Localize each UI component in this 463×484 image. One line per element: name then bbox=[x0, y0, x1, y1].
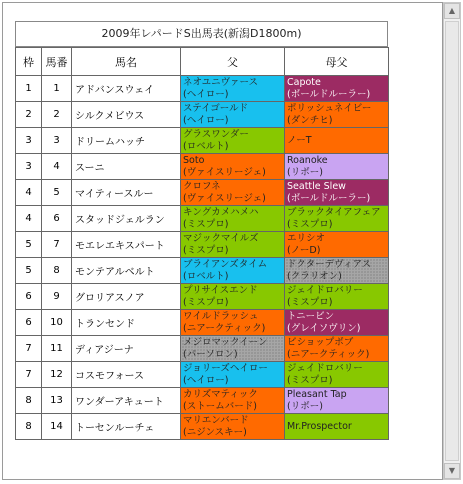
damsire-cell-line: (ニアークティック) bbox=[287, 348, 370, 360]
sire-cell-line: (ロベルト) bbox=[183, 140, 229, 152]
sire-cell bbox=[181, 284, 285, 310]
umaban-cell: 11 bbox=[42, 336, 72, 362]
table-row bbox=[16, 336, 389, 362]
header-sire: 父 bbox=[181, 48, 285, 76]
sire-cell-line: プリサイスエンド bbox=[183, 284, 258, 296]
horse-name-cell: モエレエキスパート bbox=[72, 232, 181, 258]
damsire-cell-line: (ミスプロ) bbox=[287, 218, 333, 230]
sire-cell bbox=[181, 102, 285, 128]
waku-cell: 6 bbox=[16, 310, 42, 336]
table-row bbox=[16, 102, 389, 128]
waku-cell: 7 bbox=[16, 362, 42, 388]
damsire-cell bbox=[285, 154, 389, 180]
table-row bbox=[16, 388, 389, 414]
table-row bbox=[16, 362, 389, 388]
horse-name-cell: ワンダーアキュート bbox=[72, 388, 181, 414]
waku-cell: 4 bbox=[16, 180, 42, 206]
damsire-cell-line: (ミスプロ) bbox=[287, 374, 333, 386]
damsire-cell bbox=[285, 336, 389, 362]
damsire-cell-line: ドクターデヴィアス bbox=[287, 258, 372, 270]
damsire-cell-line: (ボールドルーラー) bbox=[287, 88, 371, 100]
sire-cell bbox=[181, 414, 285, 440]
damsire-cell-line: (リボー) bbox=[287, 166, 323, 178]
entry-table bbox=[15, 47, 389, 440]
vertical-scrollbar[interactable] bbox=[443, 2, 461, 480]
table-title: 2009年レパードS出馬表(新潟D1800m) bbox=[15, 21, 388, 47]
umaban-cell: 8 bbox=[42, 258, 72, 284]
sire-cell-line: (ストームバード) bbox=[183, 400, 257, 412]
damsire-cell bbox=[285, 388, 389, 414]
damsire-cell-line: Seattle Slew bbox=[287, 180, 346, 192]
waku-cell: 3 bbox=[16, 128, 42, 154]
horse-name-cell: ディアジーナ bbox=[72, 336, 181, 362]
umaban-cell: 2 bbox=[42, 102, 72, 128]
sire-cell-line: マリエンバード bbox=[183, 414, 249, 426]
table-row bbox=[16, 180, 389, 206]
table-row bbox=[16, 76, 389, 102]
sire-cell bbox=[181, 154, 285, 180]
sire-cell-line: (ミスプロ) bbox=[183, 218, 229, 230]
damsire-cell-line: エリシオ bbox=[287, 232, 326, 244]
sire-cell bbox=[181, 336, 285, 362]
sire-cell-line: (ロベルト) bbox=[183, 270, 229, 282]
scrollbar-thumb[interactable] bbox=[445, 21, 459, 461]
sire-cell-line: (ヘイロー) bbox=[183, 374, 229, 386]
damsire-cell-line: (ミスプロ) bbox=[287, 296, 333, 308]
table-row bbox=[16, 232, 389, 258]
sire-cell-line: ステイゴールド bbox=[183, 102, 249, 114]
header-waku: 枠 bbox=[16, 48, 42, 76]
waku-cell: 8 bbox=[16, 414, 42, 440]
umaban-cell: 13 bbox=[42, 388, 72, 414]
sire-cell-line: (ニジンスキー) bbox=[183, 426, 247, 438]
horse-name-cell: アドバンスウェイ bbox=[72, 76, 181, 102]
header-horse-name: 馬名 bbox=[72, 48, 181, 76]
sire-cell bbox=[181, 388, 285, 414]
sire-cell-line: (ヘイロー) bbox=[183, 114, 229, 126]
table-row bbox=[16, 414, 389, 440]
table-row bbox=[16, 128, 389, 154]
umaban-cell: 14 bbox=[42, 414, 72, 440]
damsire-cell-line: (ボールドルーラー) bbox=[287, 192, 371, 204]
umaban-cell: 12 bbox=[42, 362, 72, 388]
horse-name-cell: トーセンルーチェ bbox=[72, 414, 181, 440]
damsire-cell bbox=[285, 102, 389, 128]
sire-cell-line: ワイルドラッシュ bbox=[183, 310, 259, 322]
horse-name-cell: シルクメビウス bbox=[72, 102, 181, 128]
sire-cell-line: カリズマティック bbox=[183, 388, 258, 400]
scroll-up-icon[interactable]: ▲ bbox=[444, 3, 460, 19]
damsire-cell-line: (ダンチヒ) bbox=[287, 114, 333, 126]
sire-cell-line: (ヴァイスリージェ) bbox=[183, 192, 266, 204]
document-frame bbox=[2, 2, 443, 480]
sire-cell-line: (ニアークティック) bbox=[183, 322, 266, 334]
waku-cell: 5 bbox=[16, 232, 42, 258]
damsire-cell bbox=[285, 128, 389, 154]
waku-cell: 7 bbox=[16, 336, 42, 362]
umaban-cell: 1 bbox=[42, 76, 72, 102]
damsire-cell-line: ノーT bbox=[287, 134, 312, 146]
sire-cell-line: ジョリーズヘイロー bbox=[183, 362, 268, 374]
damsire-cell-line: Pleasant Tap bbox=[287, 388, 347, 400]
sire-cell-line: Soto bbox=[183, 154, 205, 166]
sire-cell-line: ネオユニヴァース bbox=[183, 76, 259, 88]
table-row bbox=[16, 310, 389, 336]
damsire-cell bbox=[285, 180, 389, 206]
waku-cell: 2 bbox=[16, 102, 42, 128]
damsire-cell-line: ジェイドロバリー bbox=[287, 362, 363, 374]
horse-name-cell: スーニ bbox=[72, 154, 181, 180]
umaban-cell: 4 bbox=[42, 154, 72, 180]
damsire-cell bbox=[285, 362, 389, 388]
table-row bbox=[16, 284, 389, 310]
umaban-cell: 6 bbox=[42, 206, 72, 232]
sire-cell-line: キングカメハメハ bbox=[183, 206, 259, 218]
damsire-cell-line: (リボー) bbox=[287, 400, 323, 412]
table-header-row bbox=[16, 48, 389, 76]
damsire-cell bbox=[285, 414, 389, 440]
table-row bbox=[16, 206, 389, 232]
sire-cell bbox=[181, 180, 285, 206]
damsire-cell bbox=[285, 232, 389, 258]
waku-cell: 1 bbox=[16, 76, 42, 102]
umaban-cell: 7 bbox=[42, 232, 72, 258]
damsire-cell-line: Roanoke bbox=[287, 154, 328, 166]
damsire-cell bbox=[285, 284, 389, 310]
sire-cell-line: (ミスプロ) bbox=[183, 296, 229, 308]
horse-name-cell: マイティースルー bbox=[72, 180, 181, 206]
sire-cell-line: ブライアンズタイム bbox=[183, 258, 268, 270]
damsire-cell-line: ブラックタイアフェア bbox=[287, 206, 381, 218]
sire-cell bbox=[181, 76, 285, 102]
damsire-cell-line: Capote bbox=[287, 76, 321, 88]
sire-cell-line: (パーソロン) bbox=[183, 348, 238, 360]
horse-name-cell: トランセンド bbox=[72, 310, 181, 336]
umaban-cell: 9 bbox=[42, 284, 72, 310]
umaban-cell: 3 bbox=[42, 128, 72, 154]
damsire-cell-line: ジェイドロバリー bbox=[287, 284, 363, 296]
scroll-down-icon[interactable]: ▼ bbox=[444, 463, 460, 479]
table-body bbox=[16, 76, 389, 440]
damsire-cell bbox=[285, 258, 389, 284]
damsire-cell-line: Mr.Prospector bbox=[287, 420, 352, 432]
sire-cell-line: (ミスプロ) bbox=[183, 244, 229, 256]
table-row bbox=[16, 258, 389, 284]
damsire-cell-line: ポリッシュネイビー bbox=[287, 102, 372, 114]
umaban-cell: 5 bbox=[42, 180, 72, 206]
waku-cell: 3 bbox=[16, 154, 42, 180]
sire-cell-line: (ヴァイスリージェ) bbox=[183, 166, 266, 178]
horse-name-cell: モンテアルベルト bbox=[72, 258, 181, 284]
horse-name-cell: グロリアスノア bbox=[72, 284, 181, 310]
horse-name-cell: ドリームハッチ bbox=[72, 128, 181, 154]
sire-cell bbox=[181, 310, 285, 336]
header-umaban: 馬番 bbox=[42, 48, 72, 76]
sire-cell-line: グラスワンダー bbox=[183, 128, 249, 140]
umaban-cell: 10 bbox=[42, 310, 72, 336]
waku-cell: 4 bbox=[16, 206, 42, 232]
table-row bbox=[16, 154, 389, 180]
header-damsire: 母父 bbox=[285, 48, 389, 76]
sire-cell-line: メジロマックイーン bbox=[183, 336, 268, 348]
sire-cell bbox=[181, 258, 285, 284]
sire-cell-line: クロフネ bbox=[183, 180, 221, 192]
damsire-cell-line: (クラリオン) bbox=[287, 270, 342, 282]
horse-name-cell: コスモフォース bbox=[72, 362, 181, 388]
waku-cell: 6 bbox=[16, 284, 42, 310]
sire-cell bbox=[181, 232, 285, 258]
damsire-cell-line: (ノーD) bbox=[287, 244, 321, 256]
horse-name-cell: スタッドジェルラン bbox=[72, 206, 181, 232]
sire-cell bbox=[181, 128, 285, 154]
sire-cell bbox=[181, 206, 285, 232]
sire-cell-line: マジックマイルズ bbox=[183, 232, 259, 244]
damsire-cell-line: トニービン bbox=[287, 310, 335, 322]
sire-cell bbox=[181, 362, 285, 388]
damsire-cell bbox=[285, 76, 389, 102]
damsire-cell bbox=[285, 310, 389, 336]
damsire-cell-line: ビショップボブ bbox=[287, 336, 354, 348]
sire-cell-line: (ヘイロー) bbox=[183, 88, 229, 100]
waku-cell: 5 bbox=[16, 258, 42, 284]
damsire-cell bbox=[285, 206, 389, 232]
damsire-cell-line: (グレイソヴリン) bbox=[287, 322, 361, 334]
waku-cell: 8 bbox=[16, 388, 42, 414]
